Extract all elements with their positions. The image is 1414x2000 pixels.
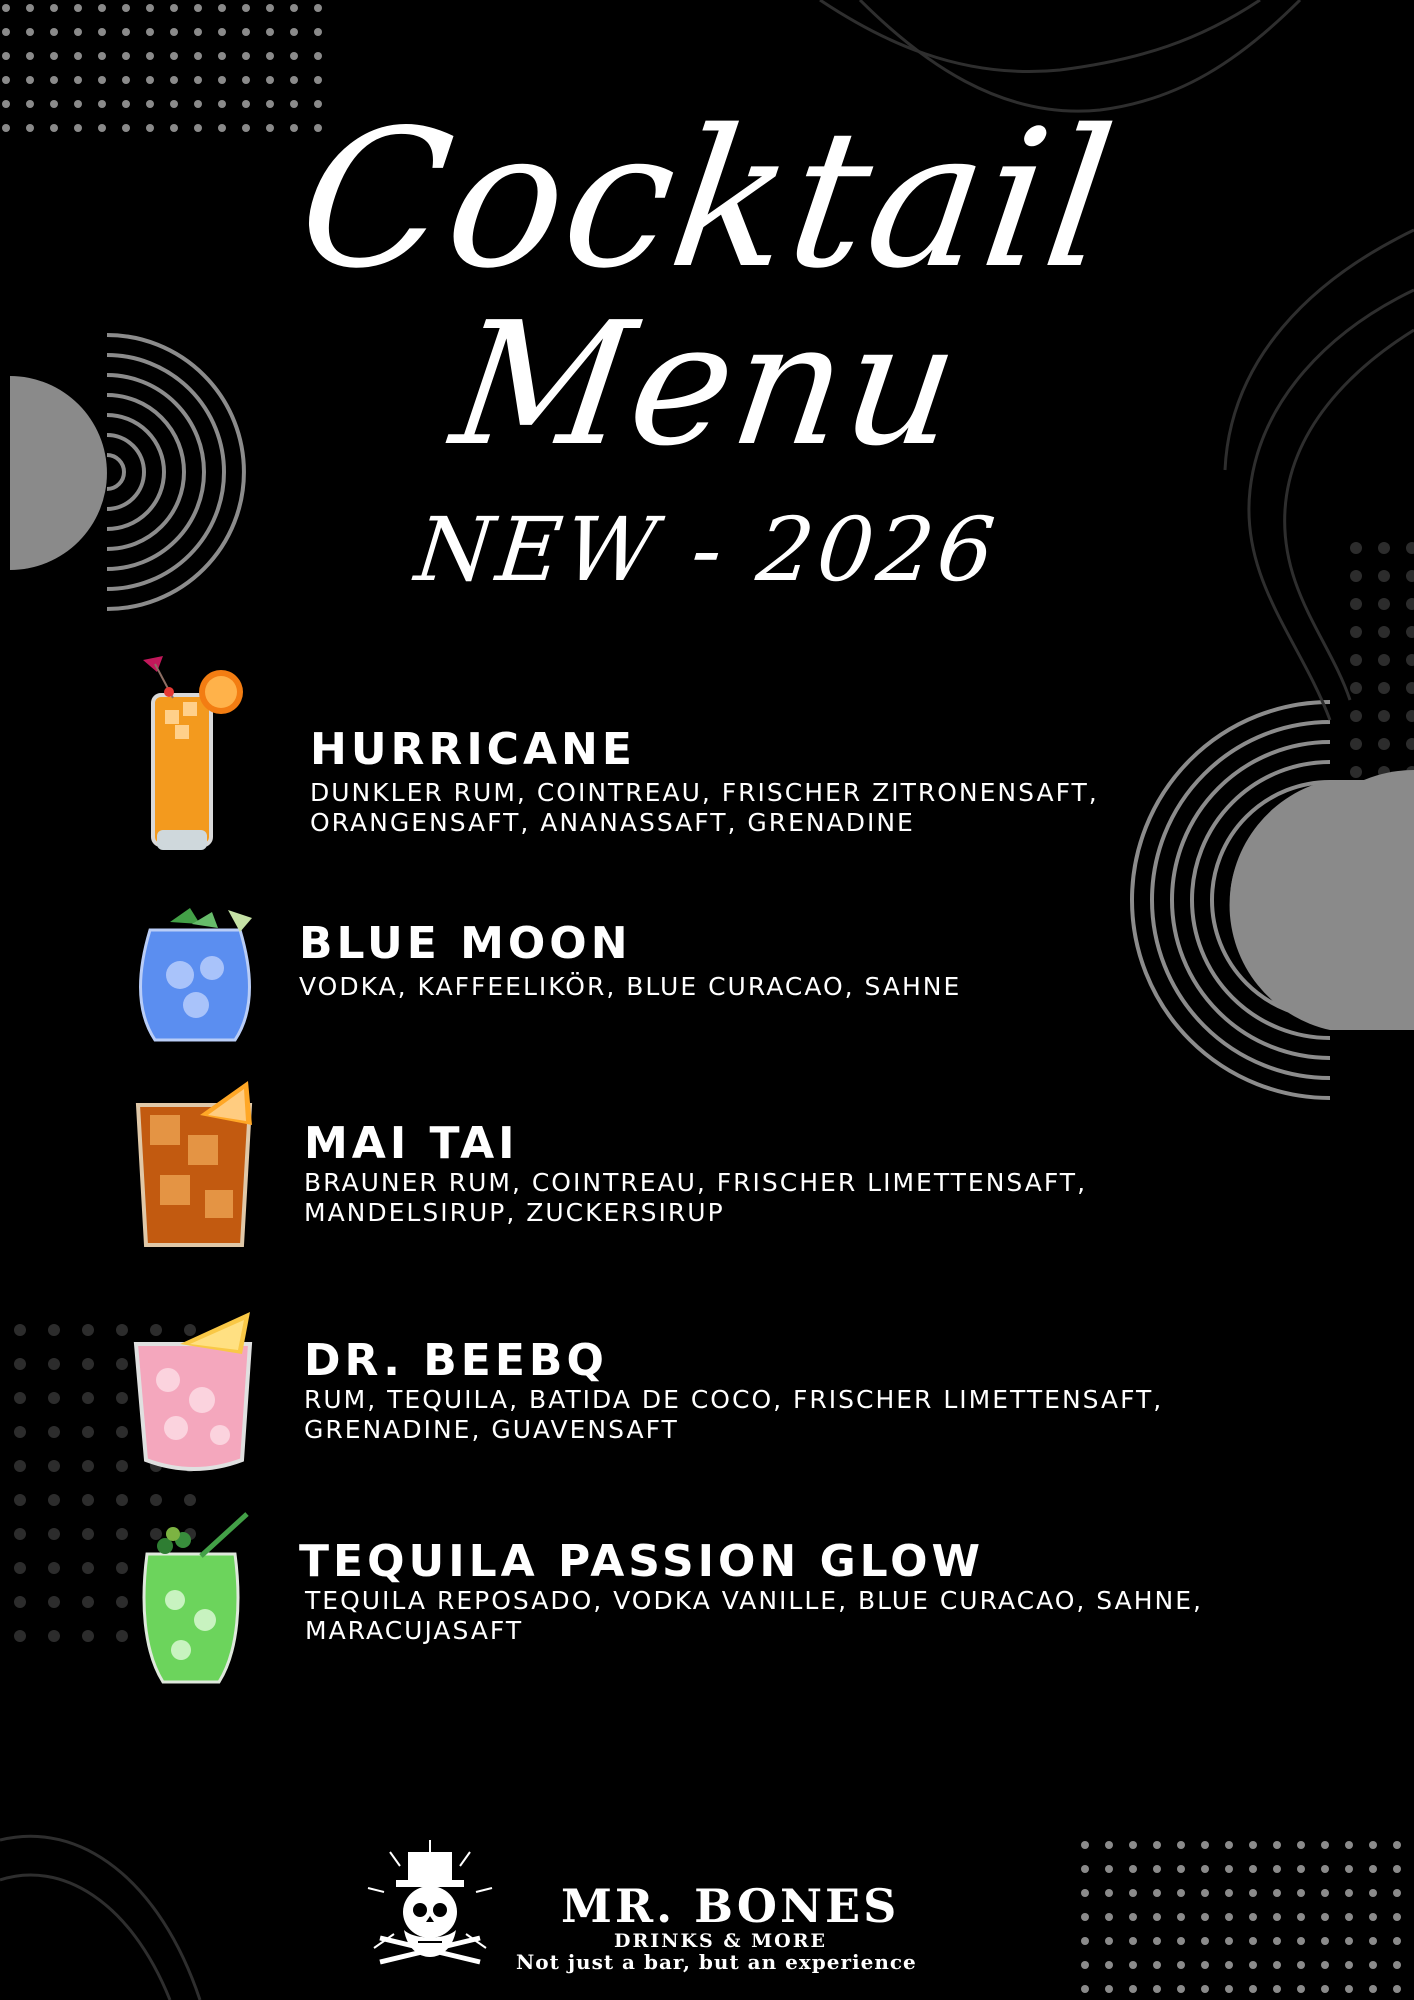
decor-dot xyxy=(74,76,82,84)
decor-dot xyxy=(98,76,106,84)
decor-dot xyxy=(74,4,82,12)
decor-dot xyxy=(1297,1985,1305,1993)
decor-dot xyxy=(1177,1889,1185,1897)
decor-dot xyxy=(1345,1985,1353,1993)
decor-dot xyxy=(1081,1865,1089,1873)
decor-dot xyxy=(242,28,250,36)
decor-dot xyxy=(1345,1841,1353,1849)
decor-dot xyxy=(122,52,130,60)
decor-dot xyxy=(48,1630,60,1642)
decor-dot xyxy=(14,1528,26,1540)
decor-dot xyxy=(1350,682,1362,694)
decor-dot xyxy=(14,1630,26,1642)
decor-dot xyxy=(116,1630,128,1642)
decor-dot xyxy=(1378,710,1390,722)
decor-dot xyxy=(48,1392,60,1404)
decor-dot xyxy=(48,1562,60,1574)
decor-dot xyxy=(116,1528,128,1540)
decor-dot xyxy=(266,28,274,36)
decor-dot xyxy=(184,1494,196,1506)
decor-dot xyxy=(146,76,154,84)
decor-dot xyxy=(122,4,130,12)
decor-dot xyxy=(1378,626,1390,638)
ingredients-line: ORANGENSAFT, ANANASSAFT, GRENADINE xyxy=(310,808,915,837)
decor-dot xyxy=(1273,1865,1281,1873)
menu-item-name: HURRICANE xyxy=(310,724,636,775)
decor-dot xyxy=(26,4,34,12)
decor-dot xyxy=(82,1596,94,1608)
decor-dot xyxy=(122,76,130,84)
skull-top-hat-logo-icon xyxy=(360,1838,500,1978)
decor-dot xyxy=(26,28,34,36)
decor-dot xyxy=(82,1392,94,1404)
decor-dot xyxy=(1321,1937,1329,1945)
menu-subtitle: NEW - 2026 xyxy=(410,498,1004,601)
decor-dot xyxy=(116,1358,128,1370)
decor-dot xyxy=(98,28,106,36)
decor-dot xyxy=(1201,1937,1209,1945)
decor-dot xyxy=(1249,1889,1257,1897)
decor-dot xyxy=(1225,1961,1233,1969)
decor-dot xyxy=(1249,1937,1257,1945)
decor-dot xyxy=(74,28,82,36)
decor-dot xyxy=(1393,1865,1401,1873)
decor-dot xyxy=(1369,1985,1377,1993)
decor-dot xyxy=(194,76,202,84)
decor-dot xyxy=(1129,1913,1137,1921)
decor-dot xyxy=(82,1324,94,1336)
decor-dot xyxy=(2,100,10,108)
menu-title-cocktail: Cocktail xyxy=(287,89,1127,310)
decor-dot xyxy=(1249,1961,1257,1969)
decor-dot xyxy=(1225,1865,1233,1873)
decor-dot xyxy=(1081,1985,1089,1993)
decor-dot xyxy=(82,1562,94,1574)
decor-dot xyxy=(218,28,226,36)
decor-dot xyxy=(1350,626,1362,638)
decor-dot xyxy=(1105,1961,1113,1969)
decor-dot xyxy=(48,1494,60,1506)
decor-dot xyxy=(1297,1889,1305,1897)
decor-dot xyxy=(314,52,322,60)
decor-dot xyxy=(1406,654,1414,666)
decor-dot xyxy=(314,28,322,36)
decor-dot xyxy=(1297,1937,1305,1945)
decor-dot xyxy=(1297,1841,1305,1849)
decor-dot xyxy=(1225,1913,1233,1921)
decor-dot xyxy=(1201,1913,1209,1921)
decor-dot xyxy=(1177,1913,1185,1921)
green-cocktail-icon xyxy=(135,1510,255,1690)
decor-dot xyxy=(82,1630,94,1642)
decor-dot xyxy=(1369,1961,1377,1969)
decor-dot xyxy=(14,1324,26,1336)
decor-dot xyxy=(2,4,10,12)
decor-dot xyxy=(218,52,226,60)
decor-dot xyxy=(1105,1889,1113,1897)
decor-dot xyxy=(1153,1889,1161,1897)
decor-dot xyxy=(1153,1985,1161,1993)
decor-dot xyxy=(1153,1841,1161,1849)
decor-dot xyxy=(266,52,274,60)
decor-dot xyxy=(122,28,130,36)
decor-dot xyxy=(82,1528,94,1540)
decor-dot xyxy=(170,76,178,84)
decor-dot xyxy=(1345,1913,1353,1921)
decor-dot xyxy=(1177,1937,1185,1945)
decor-dot xyxy=(1350,710,1362,722)
decor-dot xyxy=(1345,1961,1353,1969)
ingredients-line: GRENADINE, GUAVENSAFT xyxy=(304,1415,679,1444)
blue-cocktail-icon xyxy=(130,900,260,1050)
decor-dot xyxy=(48,1426,60,1438)
decor-dot xyxy=(1273,1937,1281,1945)
decor-dot xyxy=(1369,1913,1377,1921)
decor-dot xyxy=(146,4,154,12)
decor-dot xyxy=(48,1528,60,1540)
decor-dot xyxy=(1225,1889,1233,1897)
decor-dot xyxy=(14,1426,26,1438)
decor-dot xyxy=(1345,1889,1353,1897)
decor-dot xyxy=(1393,1937,1401,1945)
dot-grid-bottom-right xyxy=(1081,1841,1414,1993)
decor-dot xyxy=(98,4,106,12)
decor-dot xyxy=(194,28,202,36)
decor-dot xyxy=(242,76,250,84)
decor-dot xyxy=(1105,1865,1113,1873)
ingredients-line: MANDELSIRUP, ZUCKERSIRUP xyxy=(304,1198,725,1227)
decor-dot xyxy=(1081,1913,1089,1921)
decor-dot xyxy=(14,1392,26,1404)
menu-item-name: DR. BEEBQ xyxy=(304,1335,608,1386)
decor-dot xyxy=(1297,1913,1305,1921)
decor-dot xyxy=(1081,1961,1089,1969)
decor-dot xyxy=(290,28,298,36)
ingredients-line: VODKA, KAFFEELIKÖR, BLUE CURACAO, SAHNE xyxy=(299,972,962,1001)
brand-tagline: Not just a bar, but an experience xyxy=(516,1950,917,1974)
decor-dot xyxy=(1249,1985,1257,1993)
menu-item-ingredients xyxy=(299,972,961,1002)
decor-dot xyxy=(26,76,34,84)
decor-dot xyxy=(50,4,58,12)
decor-dot xyxy=(1105,1937,1113,1945)
brand-subtitle: DRINKS & MORE xyxy=(614,1930,827,1952)
orange-highball-cocktail-icon xyxy=(135,650,250,860)
decor-dot xyxy=(116,1596,128,1608)
decor-dot xyxy=(1345,1937,1353,1945)
decor-dot xyxy=(170,4,178,12)
decor-dot xyxy=(1321,1985,1329,1993)
decor-dot xyxy=(1378,682,1390,694)
decor-dot xyxy=(170,52,178,60)
decor-dot xyxy=(1321,1889,1329,1897)
decor-dot xyxy=(146,28,154,36)
decor-dot xyxy=(1378,738,1390,750)
decor-dot xyxy=(82,1460,94,1472)
decor-dot xyxy=(50,28,58,36)
decor-dot xyxy=(1201,1841,1209,1849)
decor-dot xyxy=(1321,1913,1329,1921)
decor-dot xyxy=(266,76,274,84)
menu-item-name: BLUE MOON xyxy=(299,918,632,969)
decor-dot xyxy=(1406,682,1414,694)
decor-dot xyxy=(1105,1985,1113,1993)
decor-dot xyxy=(1406,710,1414,722)
decor-dot xyxy=(1153,1913,1161,1921)
decor-dot xyxy=(1369,1865,1377,1873)
decor-dot xyxy=(2,28,10,36)
decor-dot xyxy=(1321,1961,1329,1969)
decor-dot xyxy=(1225,1985,1233,1993)
decor-dot xyxy=(1249,1913,1257,1921)
decor-dot xyxy=(1081,1937,1089,1945)
decor-dot xyxy=(1297,1865,1305,1873)
decor-dot xyxy=(1129,1937,1137,1945)
decor-dot xyxy=(14,1494,26,1506)
decor-dot xyxy=(1393,1985,1401,1993)
decor-dot xyxy=(48,1460,60,1472)
decor-dot xyxy=(1153,1961,1161,1969)
decor-dot xyxy=(1129,1985,1137,1993)
menu-item-ingredients xyxy=(305,1586,1203,1646)
decor-dot xyxy=(14,1596,26,1608)
decor-dot xyxy=(1369,1889,1377,1897)
ingredients-line: TEQUILA REPOSADO, VODKA VANILLE, BLUE CURACAO, SAHNE, xyxy=(305,1586,1203,1615)
decor-dot xyxy=(1249,1841,1257,1849)
decor-dot xyxy=(314,76,322,84)
decor-dot xyxy=(48,1358,60,1370)
decor-dot xyxy=(194,52,202,60)
decor-dot xyxy=(218,4,226,12)
decor-dot xyxy=(1225,1937,1233,1945)
decor-dot xyxy=(1081,1889,1089,1897)
decor-dot xyxy=(1105,1841,1113,1849)
decor-dot xyxy=(14,1562,26,1574)
decor-dot xyxy=(1129,1961,1137,1969)
decor-dot xyxy=(1129,1889,1137,1897)
ingredients-line: MARACUJASAFT xyxy=(305,1616,524,1645)
decor-dot xyxy=(1177,1961,1185,1969)
decor-dot xyxy=(1201,1889,1209,1897)
decor-dot xyxy=(1273,1841,1281,1849)
decor-dot xyxy=(1345,1865,1353,1873)
decor-dot xyxy=(1201,1865,1209,1873)
decor-dot xyxy=(48,1324,60,1336)
decor-dot xyxy=(1177,1865,1185,1873)
decor-dot xyxy=(14,1460,26,1472)
decor-dot xyxy=(1406,626,1414,638)
decor-dot xyxy=(1297,1961,1305,1969)
decor-dot xyxy=(194,4,202,12)
brand-name: MR. BONES xyxy=(561,1879,900,1933)
decor-dot xyxy=(48,1596,60,1608)
decor-dot xyxy=(82,1358,94,1370)
decor-dot xyxy=(14,1358,26,1370)
decor-dot xyxy=(116,1426,128,1438)
menu-item-ingredients xyxy=(304,1385,1163,1445)
decor-dot xyxy=(170,28,178,36)
decor-dot xyxy=(218,76,226,84)
decor-dot xyxy=(1393,1913,1401,1921)
decor-dot xyxy=(1177,1841,1185,1849)
decor-dot xyxy=(1273,1961,1281,1969)
decor-dot xyxy=(1177,1985,1185,1993)
decor-dot xyxy=(98,52,106,60)
decor-dot xyxy=(146,52,154,60)
decor-dot xyxy=(1369,1937,1377,1945)
decor-dot xyxy=(314,4,322,12)
decor-dot xyxy=(116,1324,128,1336)
decor-dot xyxy=(116,1460,128,1472)
decor-dot xyxy=(1350,654,1362,666)
decor-dot xyxy=(1081,1841,1089,1849)
menu-title-menu: Menu xyxy=(442,286,972,484)
decor-dot xyxy=(116,1392,128,1404)
menu-item-ingredients xyxy=(304,1168,1087,1228)
decor-dot xyxy=(1369,1841,1377,1849)
decor-dot xyxy=(1201,1985,1209,1993)
amber-lowball-cocktail-icon xyxy=(130,1075,260,1255)
decor-dot xyxy=(1273,1985,1281,1993)
decor-dot xyxy=(116,1562,128,1574)
decor-dot xyxy=(2,52,10,60)
decor-dot xyxy=(26,52,34,60)
menu-item-name: TEQUILA PASSION GLOW xyxy=(299,1536,985,1587)
decor-dot xyxy=(1321,1841,1329,1849)
decor-dot xyxy=(1153,1865,1161,1873)
decor-dot xyxy=(82,1494,94,1506)
decor-dot xyxy=(290,4,298,12)
decor-dot xyxy=(242,4,250,12)
decor-dot xyxy=(74,52,82,60)
menu-item-ingredients xyxy=(310,778,1099,838)
decor-dot xyxy=(1273,1889,1281,1897)
decor-dot xyxy=(1249,1865,1257,1873)
menu-item-name: MAI TAI xyxy=(304,1118,519,1169)
decor-dot xyxy=(82,1426,94,1438)
decor-dot xyxy=(1129,1865,1137,1873)
decor-dot xyxy=(1129,1841,1137,1849)
decor-dot xyxy=(1321,1865,1329,1873)
decor-dot xyxy=(290,52,298,60)
ingredients-line: RUM, TEQUILA, BATIDA DE COCO, FRISCHER LIMETTENSAFT, xyxy=(304,1385,1164,1414)
decor-dot xyxy=(1153,1937,1161,1945)
decor-dot xyxy=(1406,738,1414,750)
pink-cocktail-icon xyxy=(130,1310,260,1475)
decor-dot xyxy=(1273,1913,1281,1921)
decor-dot xyxy=(1105,1913,1113,1921)
ingredients-line: BRAUNER RUM, COINTREAU, FRISCHER LIMETTENSAFT, xyxy=(304,1168,1088,1197)
decor-dot xyxy=(1393,1961,1401,1969)
decor-dot xyxy=(150,1494,162,1506)
decor-dot xyxy=(1378,654,1390,666)
decor-dot xyxy=(242,52,250,60)
decor-dot xyxy=(50,76,58,84)
decor-dot xyxy=(116,1494,128,1506)
decor-dot xyxy=(1350,738,1362,750)
decor-dot xyxy=(1225,1841,1233,1849)
decor-dot xyxy=(1393,1889,1401,1897)
decor-dot xyxy=(266,4,274,12)
decor-dot xyxy=(1393,1841,1401,1849)
decor-dot xyxy=(50,52,58,60)
decor-dot xyxy=(290,76,298,84)
decor-dot xyxy=(1201,1961,1209,1969)
decor-dot xyxy=(2,76,10,84)
ingredients-line: DUNKLER RUM, COINTREAU, FRISCHER ZITRONENSAFT, xyxy=(310,778,1099,807)
